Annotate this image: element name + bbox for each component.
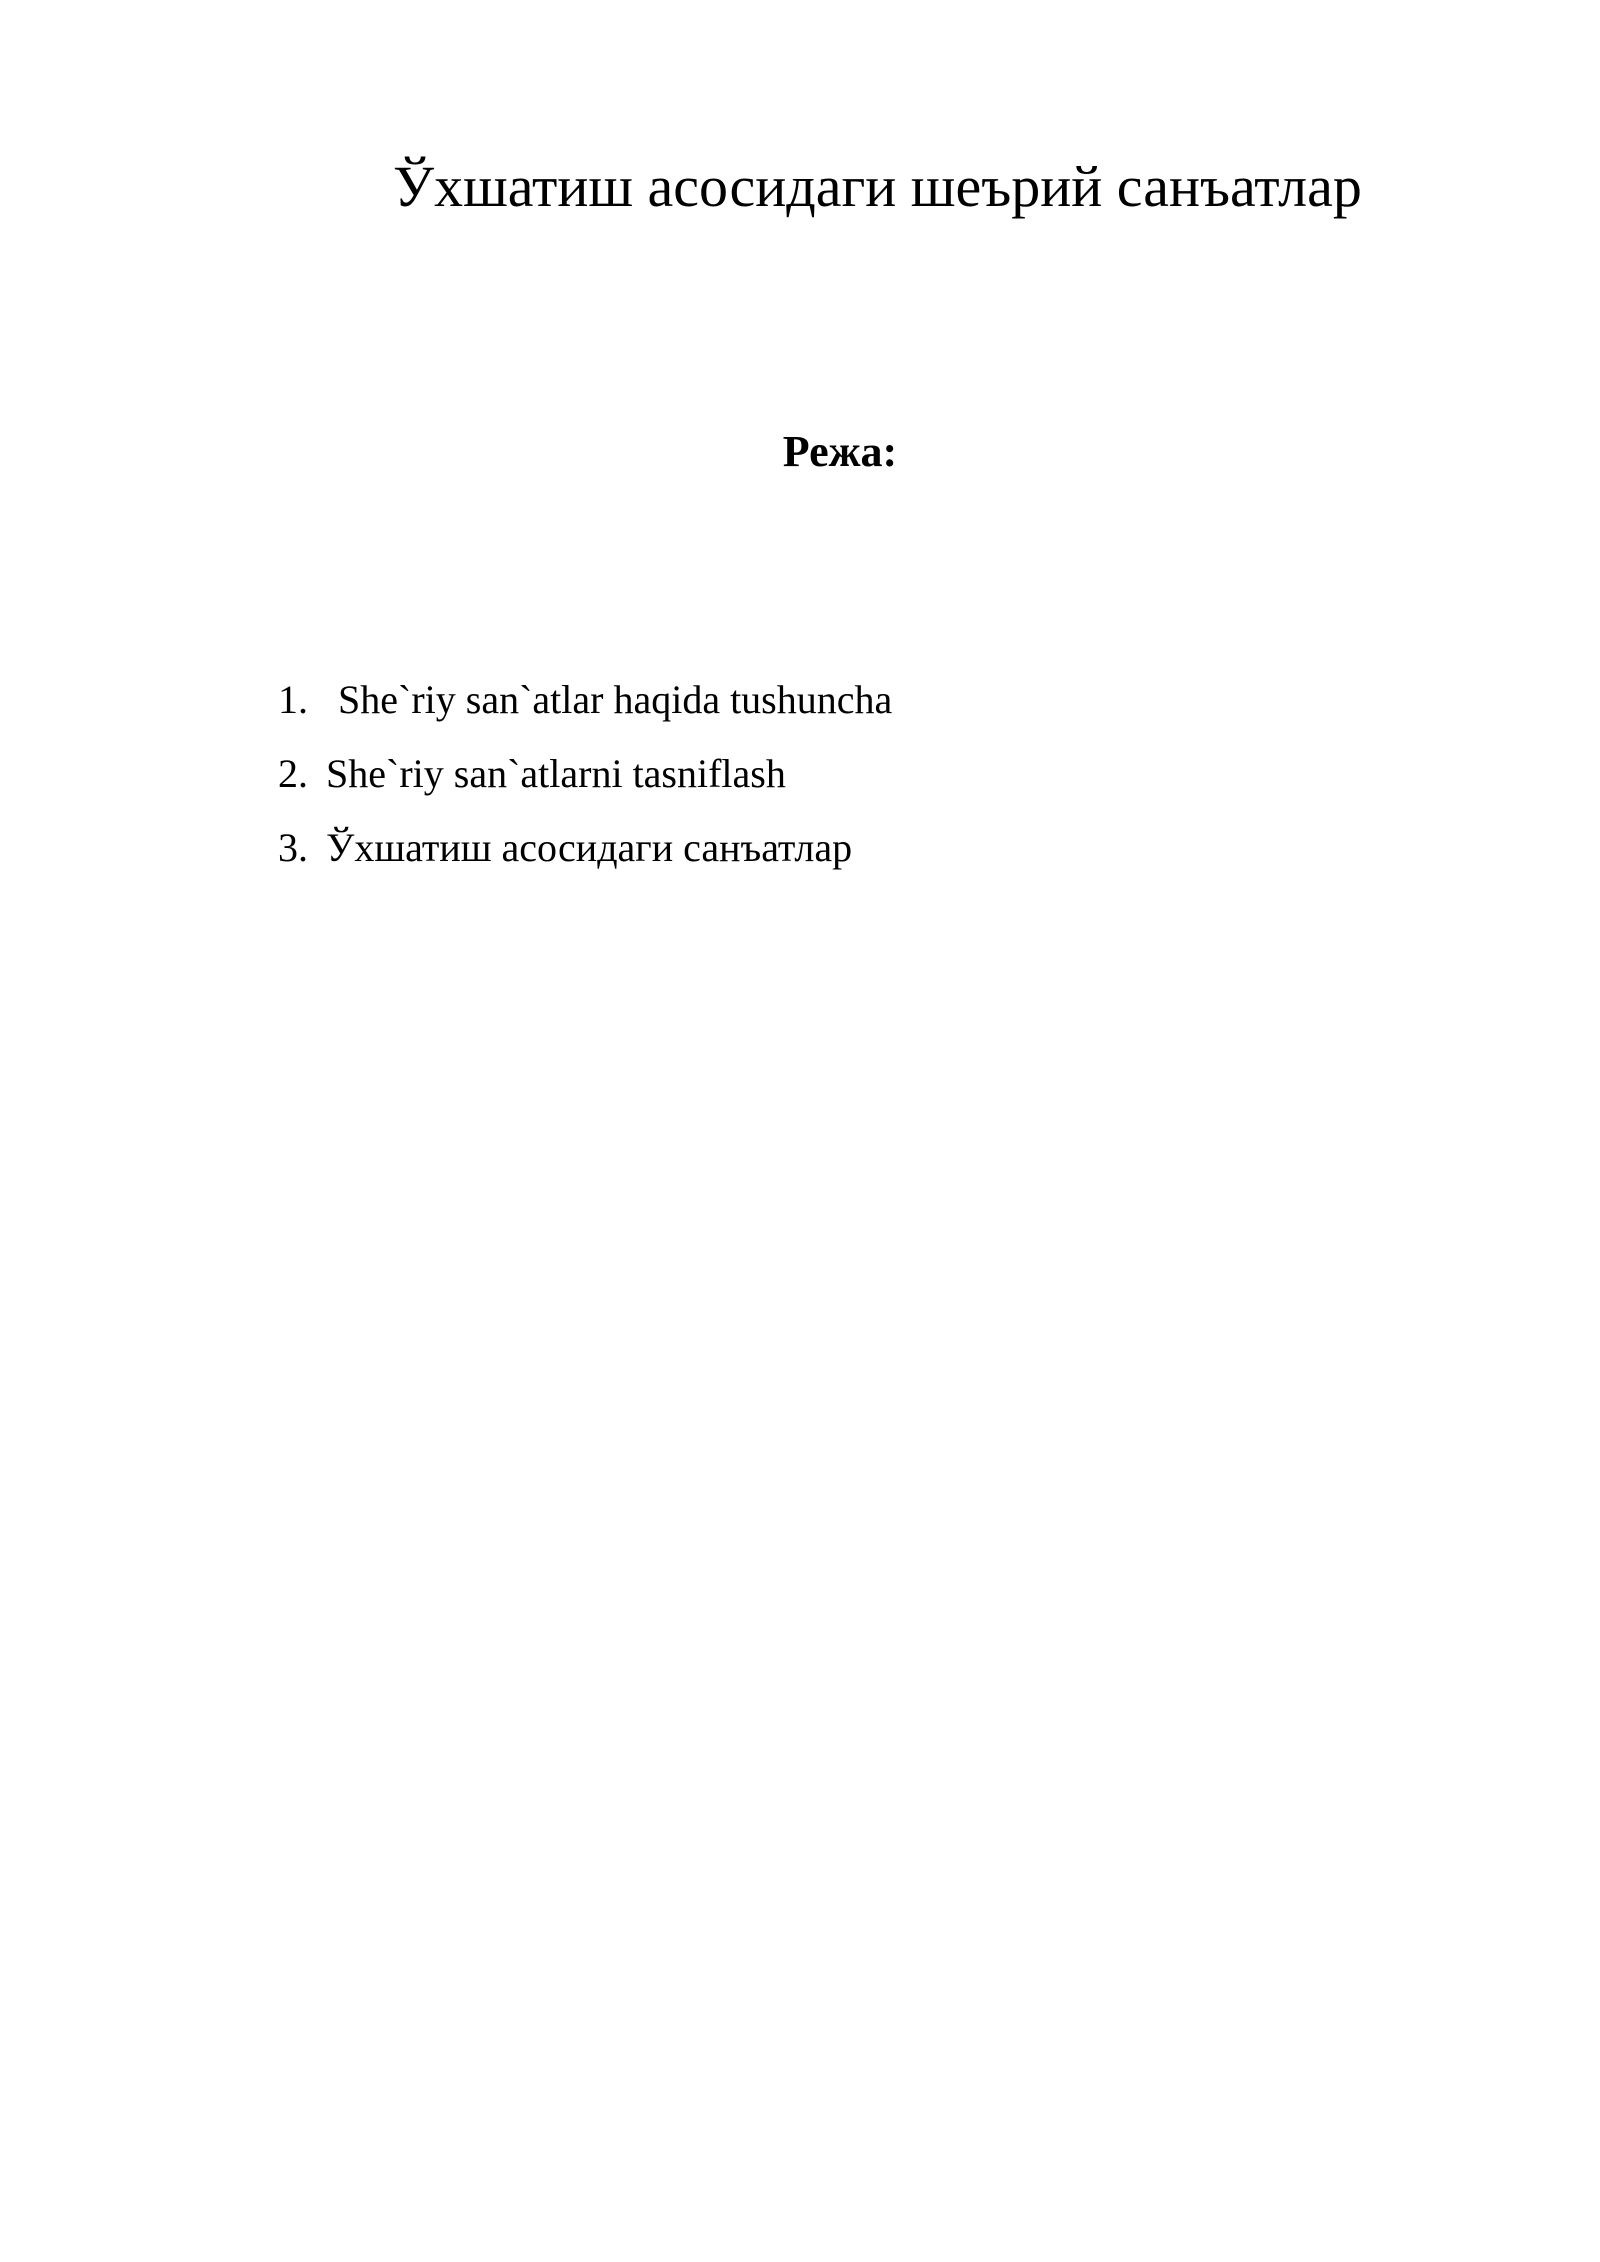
plan-heading: Режа:	[782, 427, 898, 476]
document-title: Ўхшатиш асосидаги шеърий санъатлар	[393, 154, 1362, 219]
plan-item-text: She`riy san`atlarni tasniflash	[326, 751, 786, 796]
plan-item-number: 2.	[278, 751, 308, 796]
plan-item	[278, 749, 786, 799]
plan-item	[278, 675, 892, 725]
plan-item-number: 3.	[278, 825, 308, 870]
plan-item	[278, 823, 852, 873]
plan-item-text: She`riy san`atlar haqida tushuncha	[338, 677, 893, 722]
plan-item-number: 1.	[278, 677, 308, 722]
plan-item-text: Ўхшатиш асосидаги санъатлар	[326, 825, 853, 870]
